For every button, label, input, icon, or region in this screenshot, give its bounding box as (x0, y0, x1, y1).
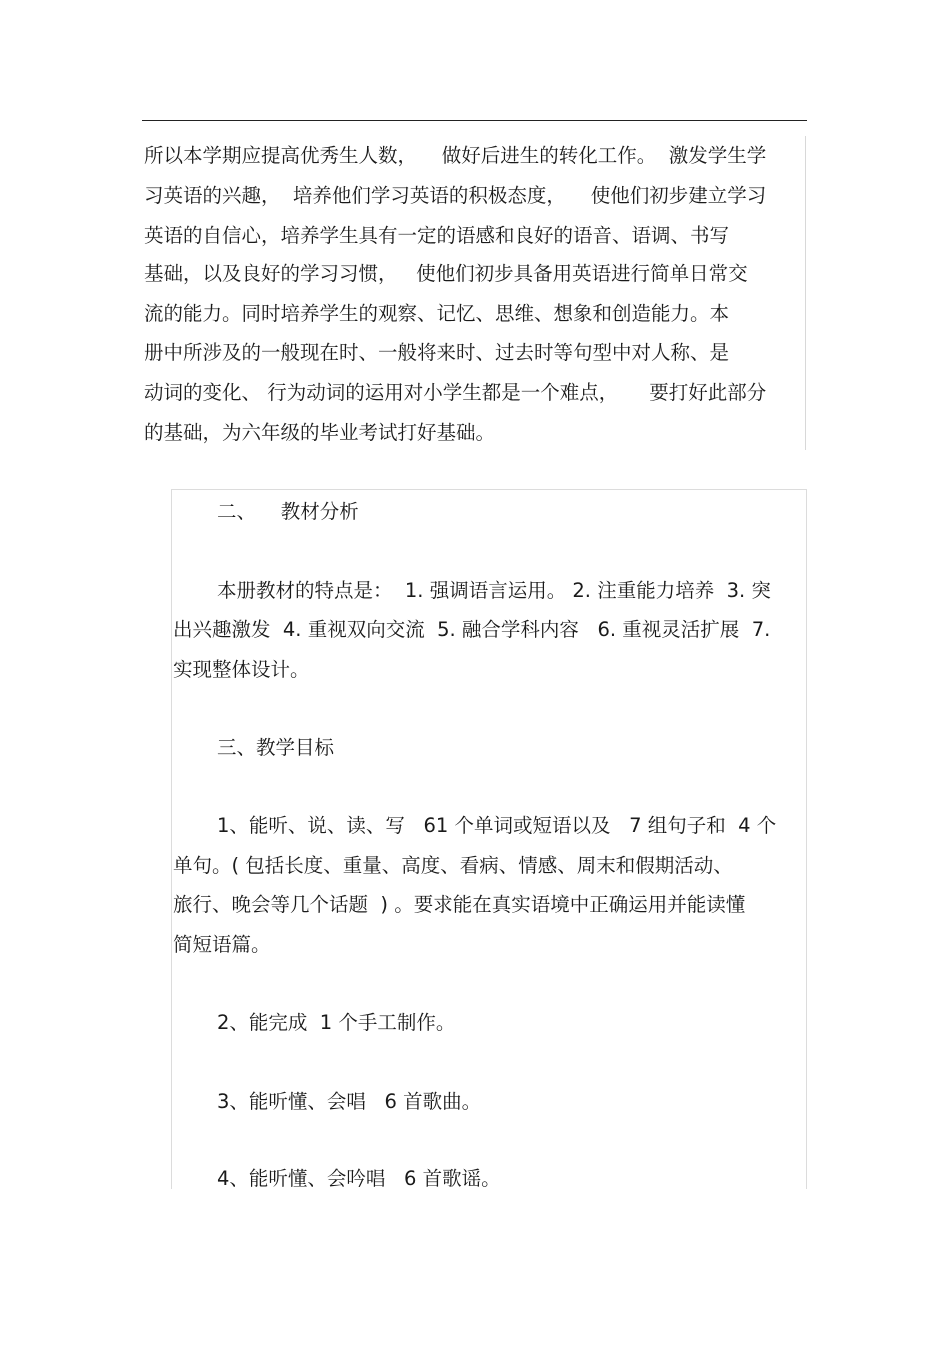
intro-line-5: 流的能力。同时培养学生的观察、记忆、思维、想象和创造能力。本 (144, 302, 730, 325)
intro-line-7: 动词的变化、 行为动词的运用对小学生都是一个难点， 要打好此部分 (144, 381, 767, 404)
intro-line-1: 所以本学期应提高优秀生人数， 做好后进生的转化工作。 激发学生学 (144, 144, 767, 167)
section-2-heading: 二、 教材分析 (217, 500, 359, 523)
intro-line-6: 册中所涉及的一般现在时、一般将来时、过去时等句型中对人称、是 (144, 341, 730, 364)
intro-line-3: 英语的自信心，培养学生具有一定的语感和良好的语音、语调、书写 (144, 224, 730, 247)
goal-3: 3、能听懂、会唱 6 首歌曲。 (217, 1090, 482, 1113)
section-2-body-line-3: 实现整体设计。 (173, 658, 310, 681)
intro-line-4: 基础，以及良好的学习习惯， 使他们初步具备用英语进行简单日常交 (144, 262, 748, 285)
goal-1-line-3: 旅行、晚会等几个话题 ) 。要求能在真实语境中正确运用并能读懂 (173, 893, 746, 916)
intro-paragraph (142, 136, 806, 450)
intro-line-8: 的基础，为六年级的毕业考试打好基础。 (144, 421, 496, 444)
goal-1-line-1: 1、能听、说、读、写 61 个单词或短语以及 7 组句子和 4 个 (217, 814, 777, 837)
content-box (171, 489, 807, 1189)
goal-1-line-2: 单句。( 包括长度、重量、高度、看病、情感、周末和假期活动、 (173, 854, 733, 877)
section-2-body-line-1: 本册教材的特点是： 1. 强调语言运用。 2. 注重能力培养 3. 突 (217, 579, 771, 602)
intro-line-2: 习英语的兴趣， 培养他们学习英语的积极态度， 使他们初步建立学习 (144, 184, 767, 207)
goal-2: 2、能完成 1 个手工制作。 (217, 1011, 456, 1034)
goal-4: 4、能听懂、会吟唱 6 首歌谣。 (217, 1167, 501, 1190)
section-2-body-line-2: 出兴趣激发 4. 重视双向交流 5. 融合学科内容 6. 重视灵活扩展 7. (173, 618, 771, 641)
header-rule (142, 120, 807, 121)
section-3-heading: 三、教学目标 (217, 736, 335, 759)
goal-1-line-4: 简短语篇。 (173, 933, 271, 956)
